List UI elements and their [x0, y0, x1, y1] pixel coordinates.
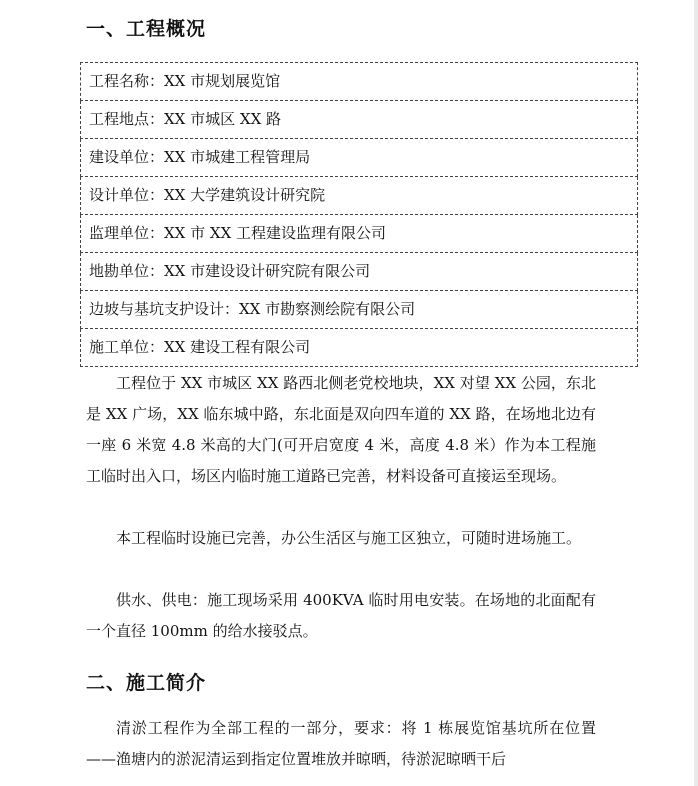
project-info-table: [80, 62, 638, 367]
table-cell: 监理单位：XX 市 XX 工程建设监理有限公司: [81, 215, 638, 253]
table-row: [81, 63, 638, 101]
table-cell: 边坡与基坑支护设计：XX 市勘察测绘院有限公司: [81, 291, 638, 329]
table-row: [81, 291, 638, 329]
table-cell: 设计单位：XX 大学建筑设计研究院: [81, 177, 638, 215]
table-row: [81, 215, 638, 253]
table-cell: 地勘单位：XX 市建设设计研究院有限公司: [81, 253, 638, 291]
page-edge: [694, 0, 698, 786]
table-row: [81, 101, 638, 139]
paragraph-dredging: 清淤工程作为全部工程的一部分，要求：将 1 栋展览馆基坑所在位置——渔塘内的淤泥清运到指定位置堆放并晾晒，待淤泥晾晒干后: [86, 719, 596, 768]
table-row: [81, 329, 638, 367]
table-row: [81, 253, 638, 291]
table-cell: 施工单位：XX 建设工程有限公司: [81, 329, 638, 367]
table-cell: 工程名称：XX 市规划展览馆: [81, 63, 638, 101]
table-row: [81, 177, 638, 215]
paragraph-temporary-facilities: 本工程临时设施已完善，办公生活区与施工区独立，可随时进场施工。: [116, 529, 582, 547]
paragraph-location: 工程位于 XX 市城区 XX 路西北侧老党校地块，XX 对望 XX 公园，东北是 XX 广场，XX 临东城中路，东北面是双向四车道的 XX 路，在场地北边有一座 6 米宽 4.8 米高的大门(可开启宽度 4 米，高度 4.8 米）作为本工程施工临时出入口，场区内临时施工道路已完善，材料设备可直接运至现场。: [86, 374, 596, 485]
paragraph-water-power: 供水、供电：施工现场采用 400KVA 临时用电安装。在场地的北面配有一个直径 100mm 的给水接驳点。: [86, 591, 596, 640]
table-cell: 建设单位：XX 市城建工程管理局: [81, 139, 638, 177]
section-heading-overview: 一、工程概况: [86, 18, 207, 40]
table-cell: 工程地点：XX 市城区 XX 路: [81, 101, 638, 139]
section-heading-intro: 二、施工简介: [86, 672, 207, 694]
table-row: [81, 139, 638, 177]
